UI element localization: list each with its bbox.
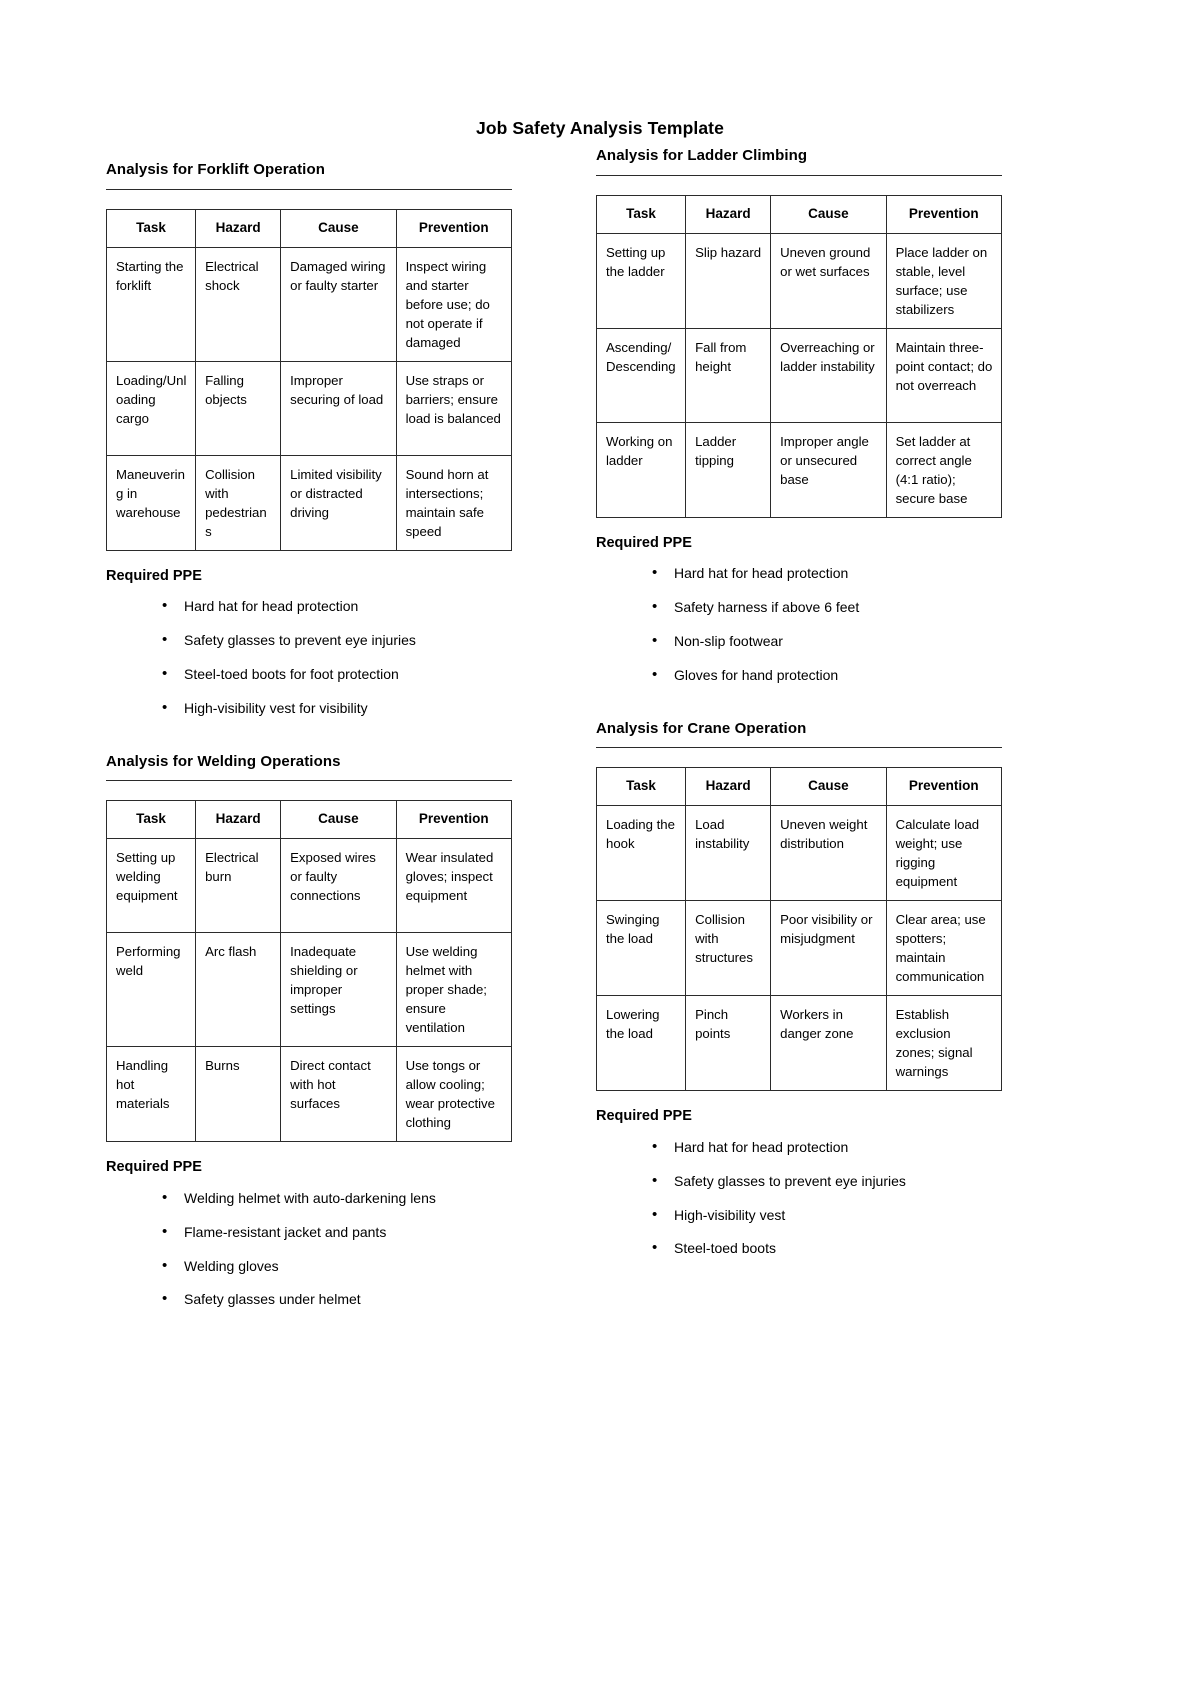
table-row xyxy=(107,247,512,361)
column-header-hazard: Hazard xyxy=(686,768,771,806)
cell-cause: Inadequate shielding or improper settings xyxy=(281,933,396,1047)
cell-task: Loading the hook xyxy=(597,806,686,901)
ppe-item-label: Welding gloves xyxy=(184,1257,279,1274)
bullet-icon: • xyxy=(162,664,168,682)
cell-prevention: Use straps or barriers; ensure load is balanced xyxy=(396,361,511,455)
cell-hazard: Pinch points xyxy=(686,996,771,1091)
ppe-list-welding xyxy=(106,1189,512,1308)
list-item xyxy=(652,564,1002,582)
bullet-icon: • xyxy=(162,698,168,716)
cell-cause: Overreaching or ladder instability xyxy=(771,328,886,422)
table-row xyxy=(107,1047,512,1142)
ppe-heading: Required PPE xyxy=(596,534,692,551)
cell-cause: Workers in danger zone xyxy=(771,996,886,1091)
column-header-cause: Cause xyxy=(281,209,396,247)
ppe-item-label: Hard hat for head protection xyxy=(674,565,849,582)
section-title-forklift: Analysis for Forklift Operation xyxy=(106,161,325,178)
cell-prevention: Calculate load weight; use rigging equipment xyxy=(886,806,1001,901)
ppe-item-label: Steel-toed boots xyxy=(674,1240,776,1257)
list-item xyxy=(162,597,512,615)
cell-prevention: Inspect wiring and starter before use; do not operate if damaged xyxy=(396,247,511,361)
column-header-hazard: Hazard xyxy=(686,195,771,233)
list-item xyxy=(652,1239,1002,1257)
cell-prevention: Sound horn at intersections; maintain safe speed xyxy=(396,455,511,550)
table-row xyxy=(597,422,1002,517)
ppe-item-label: Non-slip footwear xyxy=(674,632,783,649)
bullet-icon: • xyxy=(162,631,168,649)
ppe-item-label: Safety glasses under helmet xyxy=(184,1291,361,1308)
section-divider xyxy=(596,175,1002,176)
bullet-icon: • xyxy=(162,1256,168,1274)
list-item xyxy=(162,1257,512,1275)
ppe-heading: Required PPE xyxy=(106,1159,202,1176)
ppe-item-label: Welding helmet with auto-darkening lens xyxy=(184,1190,436,1207)
ppe-heading: Required PPE xyxy=(596,1108,692,1125)
page-title: Job Safety Analysis Template xyxy=(476,118,724,138)
column-header-prevention: Prevention xyxy=(886,768,1001,806)
cell-hazard: Ladder tipping xyxy=(686,422,771,517)
section-divider xyxy=(596,747,1002,748)
ppe-item-label: Gloves for hand protection xyxy=(674,666,839,683)
cell-prevention: Place ladder on stable, level surface; use stabilizers xyxy=(886,233,1001,328)
cell-hazard: Load instability xyxy=(686,806,771,901)
cell-prevention: Set ladder at correct angle (4:1 ratio); secure base xyxy=(886,422,1001,517)
ppe-item-label: Flame-resistant jacket and pants xyxy=(184,1223,387,1240)
cell-task: Setting up the ladder xyxy=(597,233,686,328)
list-item xyxy=(652,1138,1002,1156)
table-header-row xyxy=(597,195,1002,233)
cell-cause: Damaged wiring or faulty starter xyxy=(281,247,396,361)
ppe-item-label: High-visibility vest xyxy=(674,1206,786,1223)
cell-task: Setting up welding equipment xyxy=(107,839,196,933)
bullet-icon: • xyxy=(652,665,658,683)
cell-hazard: Collision with structures xyxy=(686,901,771,996)
list-item xyxy=(652,1206,1002,1224)
table-header-row xyxy=(107,801,512,839)
bullet-icon: • xyxy=(162,597,168,615)
table-row xyxy=(597,328,1002,422)
cell-prevention: Use tongs or allow cooling; wear protective clothing xyxy=(396,1047,511,1142)
analysis-section-welding xyxy=(106,753,512,1309)
list-item xyxy=(652,598,1002,616)
list-item xyxy=(162,1290,512,1308)
table-row xyxy=(597,901,1002,996)
ppe-item-label: Hard hat for head protection xyxy=(184,598,359,615)
ppe-item-label: Hard hat for head protection xyxy=(674,1139,849,1156)
jsa-table-welding xyxy=(106,800,512,1142)
cell-hazard: Arc flash xyxy=(196,933,281,1047)
ppe-heading: Required PPE xyxy=(106,567,202,584)
cell-prevention: Establish exclusion zones; signal warnings xyxy=(886,996,1001,1091)
cell-task: Working on ladder xyxy=(597,422,686,517)
cell-hazard: Electrical burn xyxy=(196,839,281,933)
column-header-cause: Cause xyxy=(771,195,886,233)
list-item xyxy=(162,1223,512,1241)
column-header-task: Task xyxy=(597,768,686,806)
list-item xyxy=(652,666,1002,684)
cell-task: Starting the forklift xyxy=(107,247,196,361)
cell-task: Ascending/Descending xyxy=(597,328,686,422)
bullet-icon: • xyxy=(652,1205,658,1223)
ppe-item-label: Safety glasses to prevent eye injuries xyxy=(184,632,416,649)
bullet-icon: • xyxy=(162,1290,168,1308)
analysis-section-forklift xyxy=(106,161,512,717)
cell-cause: Exposed wires or faulty connections xyxy=(281,839,396,933)
cell-cause: Uneven ground or wet surfaces xyxy=(771,233,886,328)
ppe-item-label: Safety harness if above 6 feet xyxy=(674,599,860,616)
table-row xyxy=(597,996,1002,1091)
column-header-hazard: Hazard xyxy=(196,801,281,839)
cell-task: Performing weld xyxy=(107,933,196,1047)
bullet-icon: • xyxy=(652,564,658,582)
table-row xyxy=(107,361,512,455)
ppe-list-crane xyxy=(596,1138,1002,1257)
bullet-icon: • xyxy=(652,631,658,649)
cell-prevention: Clear area; use spotters; maintain communication xyxy=(886,901,1001,996)
list-item xyxy=(162,631,512,649)
cell-hazard: Electrical shock xyxy=(196,247,281,361)
cell-hazard: Burns xyxy=(196,1047,281,1142)
table-row xyxy=(107,933,512,1047)
list-item xyxy=(652,1172,1002,1190)
column-header-prevention: Prevention xyxy=(396,209,511,247)
column-header-prevention: Prevention xyxy=(396,801,511,839)
column-header-cause: Cause xyxy=(771,768,886,806)
column-header-cause: Cause xyxy=(281,801,396,839)
column-header-hazard: Hazard xyxy=(196,209,281,247)
list-item xyxy=(162,1189,512,1207)
analysis-section-crane xyxy=(596,720,1002,1258)
ppe-item-label: Steel-toed boots for foot protection xyxy=(184,665,399,682)
bullet-icon: • xyxy=(652,598,658,616)
section-divider xyxy=(106,780,512,781)
cell-task: Lowering the load xyxy=(597,996,686,1091)
analysis-section-ladder xyxy=(596,147,1002,684)
cell-task: Maneuvering in warehouse xyxy=(107,455,196,550)
table-row xyxy=(597,806,1002,901)
ppe-list-forklift xyxy=(106,597,512,716)
column-header-prevention: Prevention xyxy=(886,195,1001,233)
right-column xyxy=(596,147,1002,1257)
list-item xyxy=(162,665,512,683)
cell-hazard: Slip hazard xyxy=(686,233,771,328)
cell-cause: Limited visibility or distracted driving xyxy=(281,455,396,550)
cell-cause: Improper angle or unsecured base xyxy=(771,422,886,517)
bullet-icon: • xyxy=(652,1171,658,1189)
column-header-task: Task xyxy=(107,801,196,839)
ppe-item-label: High-visibility vest for visibility xyxy=(184,699,368,716)
table-row xyxy=(597,233,1002,328)
list-item xyxy=(652,632,1002,650)
cell-hazard: Collision with pedestrians xyxy=(196,455,281,550)
ppe-item-label: Safety glasses to prevent eye injuries xyxy=(674,1172,906,1189)
cell-task: Loading/Unloading cargo xyxy=(107,361,196,455)
cell-cause: Uneven weight distribution xyxy=(771,806,886,901)
table-row xyxy=(107,839,512,933)
bullet-icon: • xyxy=(652,1239,658,1257)
column-header-task: Task xyxy=(107,209,196,247)
section-title-crane: Analysis for Crane Operation xyxy=(596,719,807,737)
table-header-row xyxy=(107,209,512,247)
left-column xyxy=(106,161,512,1308)
cell-prevention: Use welding helmet with proper shade; ensure ventilation xyxy=(396,933,511,1047)
section-title-ladder: Analysis for Ladder Climbing xyxy=(596,147,808,164)
table-header-row xyxy=(597,768,1002,806)
column-header-task: Task xyxy=(597,195,686,233)
cell-hazard: Falling objects xyxy=(196,361,281,455)
cell-task: Swinging the load xyxy=(597,901,686,996)
cell-prevention: Maintain three-point contact; do not overreach xyxy=(886,328,1001,422)
bullet-icon: • xyxy=(652,1138,658,1156)
ppe-list-ladder xyxy=(596,564,1002,683)
list-item xyxy=(162,699,512,717)
bullet-icon: • xyxy=(162,1222,168,1240)
cell-cause: Improper securing of load xyxy=(281,361,396,455)
cell-hazard: Fall from height xyxy=(686,328,771,422)
cell-prevention: Wear insulated gloves; inspect equipment xyxy=(396,839,511,933)
section-title-welding: Analysis for Welding Operations xyxy=(106,752,341,770)
jsa-table-forklift xyxy=(106,209,512,551)
section-divider xyxy=(106,189,512,190)
bullet-icon: • xyxy=(162,1189,168,1207)
jsa-table-crane xyxy=(596,767,1002,1091)
jsa-table-ladder xyxy=(596,195,1002,518)
cell-task: Handling hot materials xyxy=(107,1047,196,1142)
table-row xyxy=(107,455,512,550)
cell-cause: Poor visibility or misjudgment xyxy=(771,901,886,996)
cell-cause: Direct contact with hot surfaces xyxy=(281,1047,396,1142)
